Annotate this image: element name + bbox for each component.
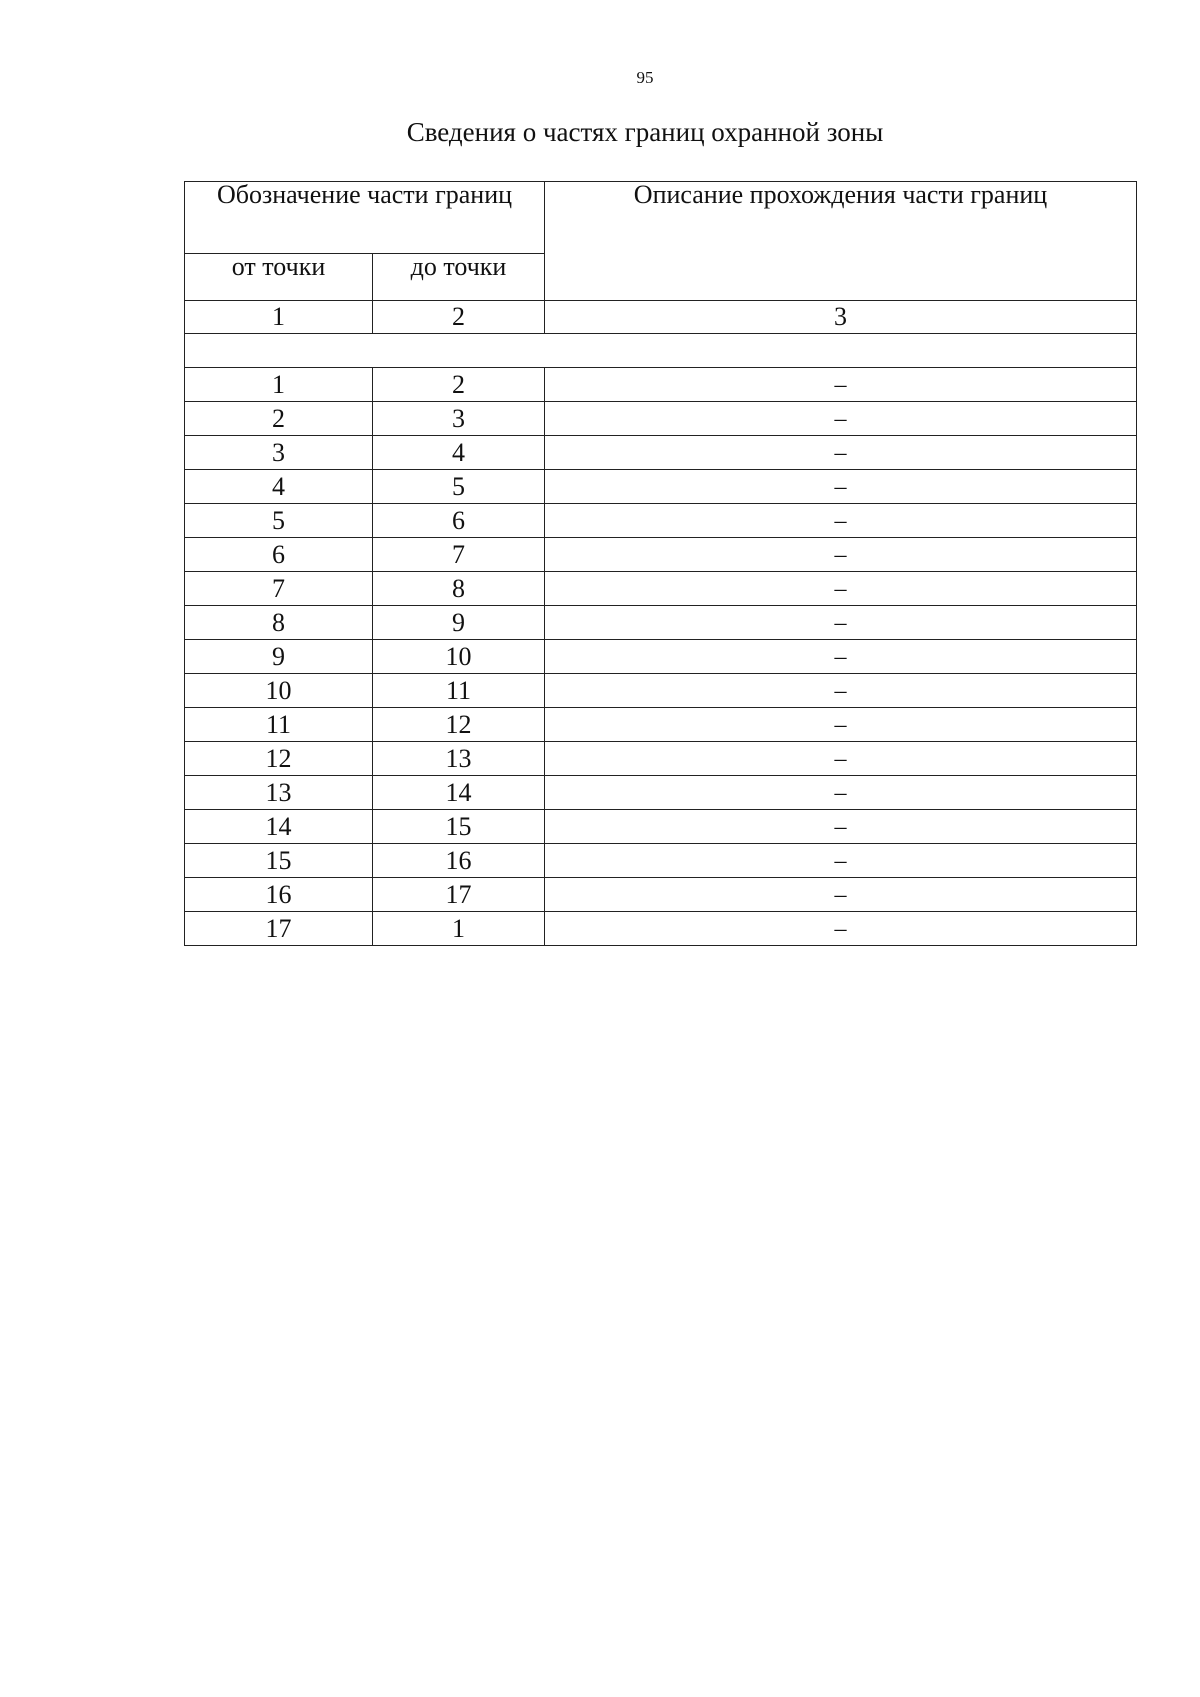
cell-from-point: 8 — [185, 606, 373, 640]
table-row — [185, 844, 1137, 878]
cell-description: – — [545, 402, 1137, 436]
cell-from-point: 3 — [185, 436, 373, 470]
cell-to-point: 13 — [373, 742, 545, 776]
table-row — [185, 572, 1137, 606]
cell-description: – — [545, 844, 1137, 878]
cell-description: – — [545, 606, 1137, 640]
header-boundary-designation: Обозначение части границ — [185, 182, 545, 254]
cell-to-point: 9 — [373, 606, 545, 640]
column-number: 3 — [545, 301, 1137, 334]
cell-from-point: 1 — [185, 368, 373, 402]
table-row — [185, 912, 1137, 946]
cell-to-point: 14 — [373, 776, 545, 810]
cell-description: – — [545, 572, 1137, 606]
cell-from-point: 9 — [185, 640, 373, 674]
column-number: 2 — [373, 301, 545, 334]
cell-to-point: 3 — [373, 402, 545, 436]
cell-description: – — [545, 368, 1137, 402]
cell-from-point: 11 — [185, 708, 373, 742]
cell-to-point: 12 — [373, 708, 545, 742]
cell-to-point: 15 — [373, 810, 545, 844]
table-row — [185, 742, 1137, 776]
cell-to-point: 1 — [373, 912, 545, 946]
table-row — [185, 368, 1137, 402]
cell-description: – — [545, 776, 1137, 810]
cell-description: – — [545, 708, 1137, 742]
cell-description: – — [545, 810, 1137, 844]
table-row — [185, 708, 1137, 742]
cell-to-point: 11 — [373, 674, 545, 708]
cell-description: – — [545, 742, 1137, 776]
cell-to-point: 17 — [373, 878, 545, 912]
cell-description: – — [545, 878, 1137, 912]
cell-description: – — [545, 640, 1137, 674]
empty-cell — [185, 334, 1137, 368]
cell-description: – — [545, 538, 1137, 572]
cell-from-point: 10 — [185, 674, 373, 708]
header-from-point: от точки — [185, 253, 373, 300]
table-row — [185, 878, 1137, 912]
cell-description: – — [545, 912, 1137, 946]
table-row — [185, 776, 1137, 810]
cell-description: – — [545, 470, 1137, 504]
page-title: Сведения о частях границ охранной зоны — [406, 117, 884, 147]
cell-description: – — [545, 674, 1137, 708]
cell-description: – — [545, 504, 1137, 538]
column-number: 1 — [185, 301, 373, 334]
cell-description: – — [545, 436, 1137, 470]
cell-from-point: 2 — [185, 402, 373, 436]
column-number-row — [185, 301, 1137, 334]
cell-to-point: 16 — [373, 844, 545, 878]
table-row — [185, 470, 1137, 504]
cell-to-point: 5 — [373, 470, 545, 504]
cell-from-point: 13 — [185, 776, 373, 810]
cell-from-point: 4 — [185, 470, 373, 504]
cell-to-point: 10 — [373, 640, 545, 674]
cell-to-point: 8 — [373, 572, 545, 606]
cell-from-point: 14 — [185, 810, 373, 844]
cell-from-point: 17 — [185, 912, 373, 946]
table-row — [185, 810, 1137, 844]
table-row — [185, 674, 1137, 708]
table-row — [185, 402, 1137, 436]
table-row — [185, 606, 1137, 640]
cell-to-point: 6 — [373, 504, 545, 538]
cell-to-point: 4 — [373, 436, 545, 470]
empty-row — [185, 334, 1137, 368]
table-row — [185, 538, 1137, 572]
cell-from-point: 12 — [185, 742, 373, 776]
header-description: Описание прохождения части границ — [545, 182, 1137, 301]
cell-from-point: 7 — [185, 572, 373, 606]
cell-to-point: 7 — [373, 538, 545, 572]
page-number: 95 — [636, 68, 654, 87]
table-row — [185, 436, 1137, 470]
cell-from-point: 16 — [185, 878, 373, 912]
table-row — [185, 640, 1137, 674]
cell-from-point: 5 — [185, 504, 373, 538]
header-to-point: до точки — [373, 253, 545, 300]
boundary-parts-table — [184, 181, 1137, 946]
cell-from-point: 6 — [185, 538, 373, 572]
table-row — [185, 504, 1137, 538]
table-header-row — [185, 182, 1137, 254]
cell-from-point: 15 — [185, 844, 373, 878]
cell-to-point: 2 — [373, 368, 545, 402]
